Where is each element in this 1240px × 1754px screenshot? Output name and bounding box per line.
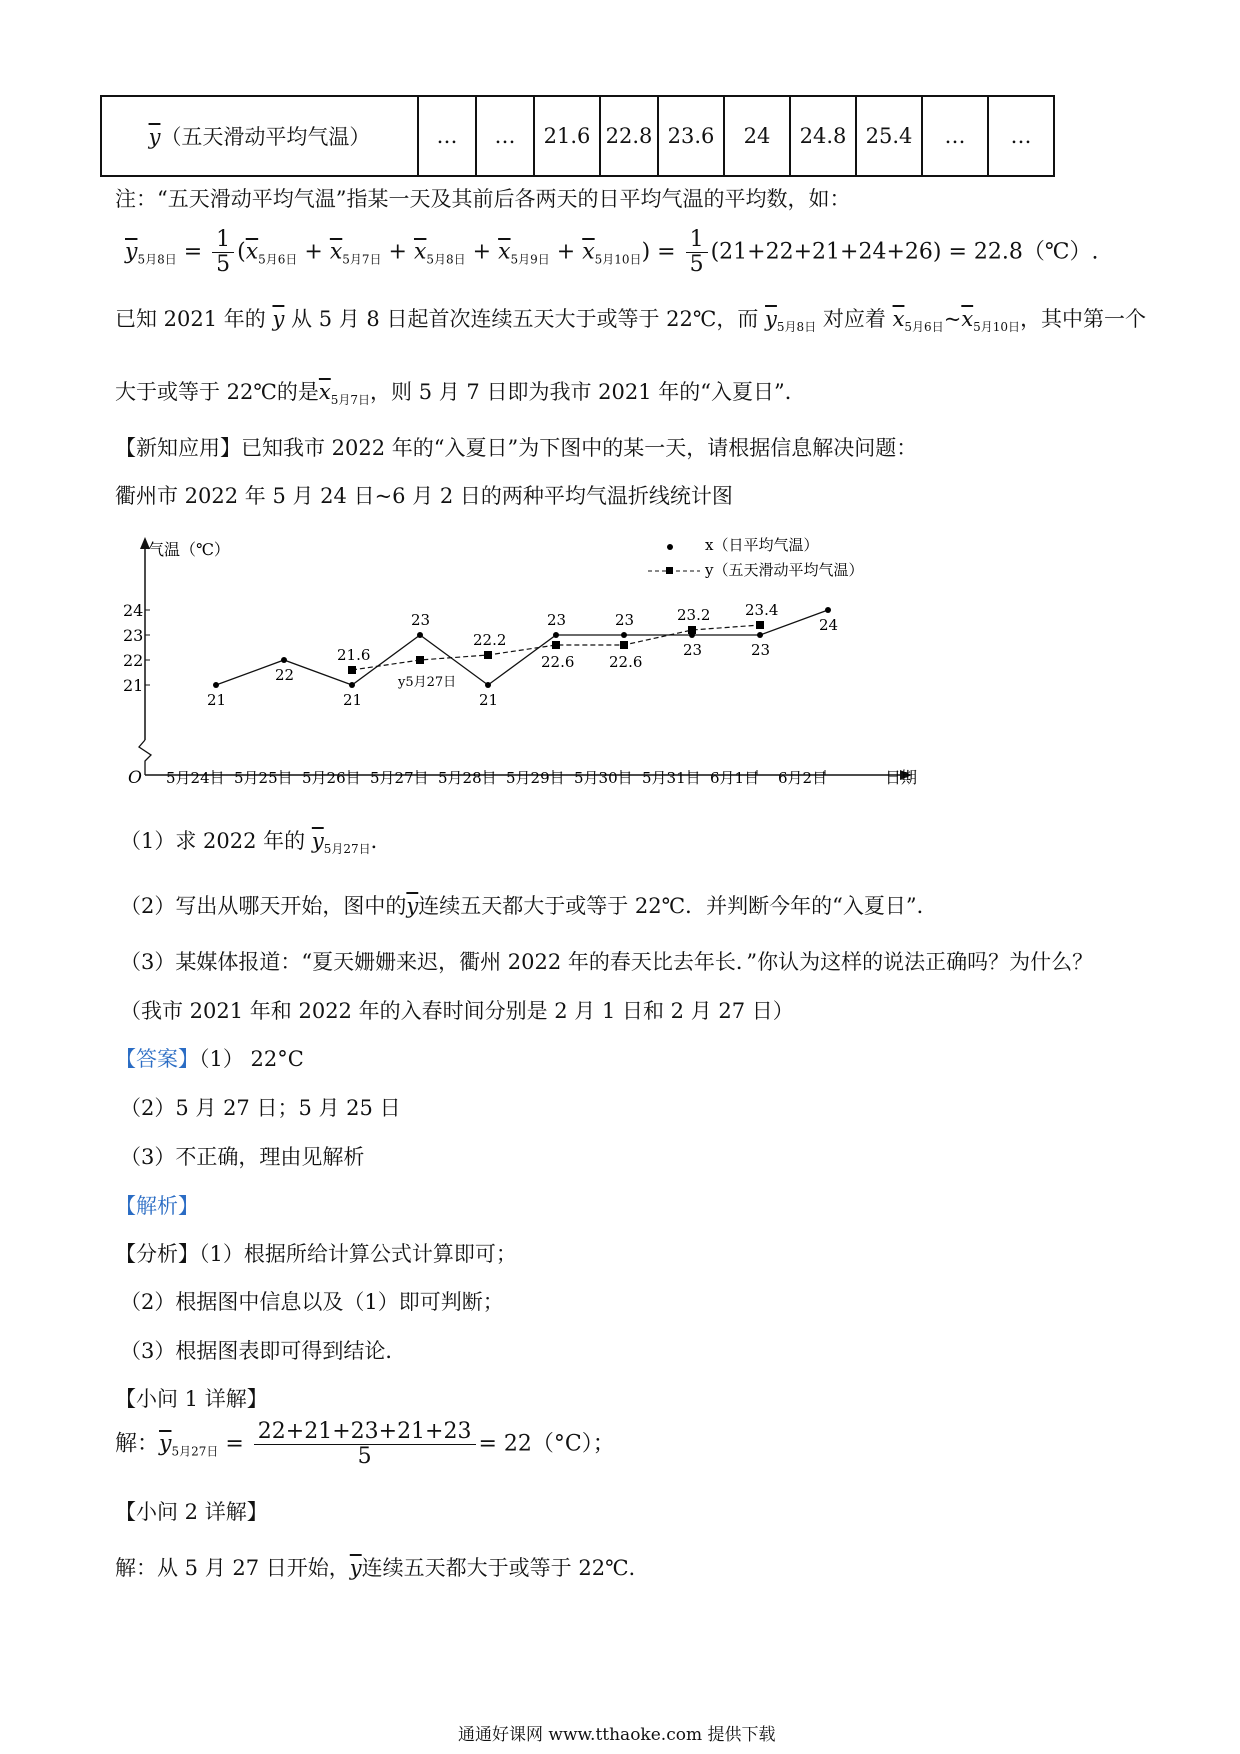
text: （2）写出从哪天开始，图中的 — [120, 894, 407, 918]
table-cell: 22.8 — [600, 96, 658, 176]
answer-label: 【答案】 — [115, 1047, 199, 1071]
apply-intro: 【新知应用】已知我市 2022 年的“入夏日”为下图中的某一天，请根据信息解决问题： — [115, 436, 918, 460]
table-cell: 25.4 — [856, 96, 922, 176]
summary-table — [100, 95, 1055, 177]
footer: 通通好课网 www.tthaoke.com 提供下载 — [458, 1725, 776, 1745]
series-y-point — [484, 651, 492, 659]
formula-tail: (21+22+21+24+26) = 22.8（℃）. — [710, 239, 1099, 265]
solution-2: 解：从 5 月 27 日开始，$\overline{y}$连续五天都大于或等于 22℃. — [115, 1556, 636, 1580]
table-cell: … — [476, 96, 534, 176]
table-cell: 21.6 — [534, 96, 600, 176]
text: 已知 2021 年的 — [115, 307, 266, 331]
row-label-cell — [101, 96, 418, 176]
series-x-data-label: 23 — [751, 641, 771, 659]
fraction-numerator: 22+21+23+21+23 — [254, 1420, 476, 1445]
table-cell: 24 — [724, 96, 790, 176]
series-x-data-label: 23 — [411, 611, 431, 629]
text: 解： — [115, 1431, 160, 1457]
x-tick-label: 6月1日 — [710, 769, 760, 787]
series-x-data-label: 21 — [207, 691, 227, 709]
subquestion-1-heading: 【小问 1 详解】 — [115, 1387, 268, 1411]
text: 从 5 月 8 日起首次连续五天大于或等于 22℃，而 — [291, 307, 759, 331]
x-tick-label: 5月24日 — [166, 769, 225, 787]
series-x-point — [417, 632, 423, 638]
x-tick-label: 6月2日 — [778, 769, 828, 787]
series-y-point — [348, 666, 356, 674]
series-y-data-label: 23.4 — [745, 601, 779, 619]
series-y-point — [416, 656, 424, 664]
solution-1: 解：$\overline{y}_{5月27日}$ = $\frac{22+21+23+21+23}{5}$ = 22（°C）； — [115, 1419, 615, 1470]
series-y-data-label: 21.6 — [337, 646, 371, 664]
analysis-3: （3）根据图表即可得到结论． — [120, 1339, 407, 1363]
x-tick-label: 5月26日 — [302, 769, 361, 787]
series-x-point — [281, 657, 287, 663]
legend-y-marker — [666, 567, 673, 574]
x-tick-label: 5月28日 — [438, 769, 497, 787]
text: 解：从 5 月 27 日开始， — [115, 1556, 350, 1580]
table-cell: … — [988, 96, 1054, 176]
analysis-fenxi: 【分析】（1）根据所给计算公式计算即可； — [115, 1242, 517, 1266]
y-tick-label: 22 — [123, 651, 144, 670]
line-chart — [100, 525, 930, 800]
answer-2: （2）5 月 27 日；5 月 25 日 — [120, 1096, 401, 1120]
series-x-data-label: 21 — [479, 691, 499, 709]
series-y-point — [620, 641, 628, 649]
table-row — [101, 96, 1054, 176]
question-1: （1）求 2022 年的 $\overline{y}_{5月27日}$． — [120, 829, 392, 856]
series-x-point — [757, 632, 763, 638]
origin-label: O — [128, 768, 142, 788]
series-x-point — [825, 607, 831, 613]
question-3: （3）某媒体报道：“夏天姗姗来迟，衢州 2022 年的春天比去年长．”你认为这样的说法正确吗？为什么？ — [120, 950, 1094, 974]
y-tick-label: 23 — [123, 626, 144, 645]
series-y-data-label: 22.6 — [541, 653, 575, 671]
x-tick-label: 5月30日 — [574, 769, 633, 787]
x-tick-label: 5月29日 — [506, 769, 565, 787]
series-x-data-label: 24 — [819, 616, 839, 634]
series-x-data-label: 23 — [683, 641, 703, 659]
series-y-point — [688, 626, 696, 634]
note-line-3: 已知 2021 年的 $\overline{y}$ 从 5 月 8 日起首次连续五天大于或等于 22℃，而 $\overline{y}_{5月8日}$ 对应着 $\overline{x}_{5月6日}\sim\overline{x}_{5月10日}$，其中第一个 — [115, 307, 1147, 334]
series-x-data-label: 23 — [615, 611, 635, 629]
legend-y-label: y（五天滑动平均气温） — [705, 561, 864, 579]
text: = 22（°C）； — [478, 1431, 615, 1457]
y-tick-label: 21 — [123, 676, 144, 695]
question-3-note: （我市 2021 年和 2022 年的入春时间分别是 2 月 1 日和 2 月 27 日） — [120, 999, 794, 1023]
note-line-4: 大于或等于 22℃的是$\overline{x}_{5月7日}$，则 5 月 7 日即为我市 2021 年的“入夏日”． — [115, 380, 806, 407]
x-axis-label: 日期 — [885, 768, 918, 787]
legend-x-marker — [667, 544, 673, 550]
series-x-data-label: 22 — [275, 666, 295, 684]
text: ，其中第一个 — [1020, 307, 1147, 331]
text: 连续五天都大于或等于 22℃．并判断今年的“入夏日”． — [418, 894, 938, 918]
series-x-point — [349, 682, 355, 688]
series-x-data-label: 23 — [547, 611, 567, 629]
series-y-data-label: 22.6 — [609, 653, 643, 671]
series-y-data-label: 22.2 — [473, 631, 507, 649]
note-line: 注：“五天滑动平均气温”指某一天及其前后各两天的日平均气温的平均数，如： — [115, 187, 851, 211]
analysis-2: （2）根据图中信息以及（1）即可判断； — [120, 1290, 504, 1314]
table-cell: 23.6 — [658, 96, 724, 176]
text: ，则 5 月 7 日即为我市 2021 年的“入夏日”． — [370, 380, 806, 404]
chart-title: 衢州市 2022 年 5 月 24 日~6 月 2 日的两种平均气温折线统计图 — [115, 484, 733, 508]
text: （1） 22°C — [199, 1047, 304, 1071]
series-y-point — [756, 621, 764, 629]
text: 大于或等于 22℃的是 — [115, 380, 319, 404]
subquestion-2-heading: 【小问 2 详解】 — [115, 1500, 268, 1524]
analysis-label: 【解析】 — [115, 1194, 199, 1218]
table-cell: 24.8 — [790, 96, 856, 176]
series-x-point — [213, 682, 219, 688]
y-axis-label: 气温（℃） — [148, 540, 230, 559]
x-tick-label: 5月27日 — [370, 769, 429, 787]
x-tick-label: 5月31日 — [642, 769, 701, 787]
text: 连续五天都大于或等于 22℃. — [361, 1556, 636, 1580]
legend-x-label: x（日平均气温） — [705, 536, 819, 554]
series-x-point — [485, 682, 491, 688]
series-y-point — [552, 641, 560, 649]
series-x-point — [553, 632, 559, 638]
series-x-line — [216, 610, 828, 685]
table-cell: … — [418, 96, 476, 176]
y-variable: $\overline{y}$ — [148, 125, 161, 149]
series-x-point — [621, 632, 627, 638]
annotation-label: y5月27日 — [398, 675, 457, 690]
formula-example: $\overline{y}_{5月8日}$ = $\frac{1}{5}$ $(\overline{x}_{5月6日} + \overline{x}_{5月7日} + \overline{x}_{5月8日} + \overline{x}_{5月9日} + \overline{x}_{5月10日})$ = $\frac{1}{5}$ (21+22+21+24+26) = 22.8（℃）. — [125, 227, 1099, 278]
answer-1 — [115, 1043, 304, 1073]
text: （1）求 2022 年的 — [120, 829, 306, 853]
series-y-data-label: 23.2 — [677, 606, 711, 624]
text: 对应着 — [822, 307, 886, 331]
answer-3: （3）不正确，理由见解析 — [120, 1145, 365, 1169]
x-tick-label: 5月25日 — [234, 769, 293, 787]
question-2: （2）写出从哪天开始，图中的$\overline{y}$连续五天都大于或等于 22℃．并判断今年的“入夏日”． — [120, 894, 938, 918]
series-x-data-label: 21 — [343, 691, 363, 709]
fraction-denominator: 5 — [357, 1444, 372, 1470]
y-tick-label: 24 — [123, 601, 144, 620]
table-cell: … — [922, 96, 988, 176]
row-label: （五天滑动平均气温） — [160, 125, 371, 149]
